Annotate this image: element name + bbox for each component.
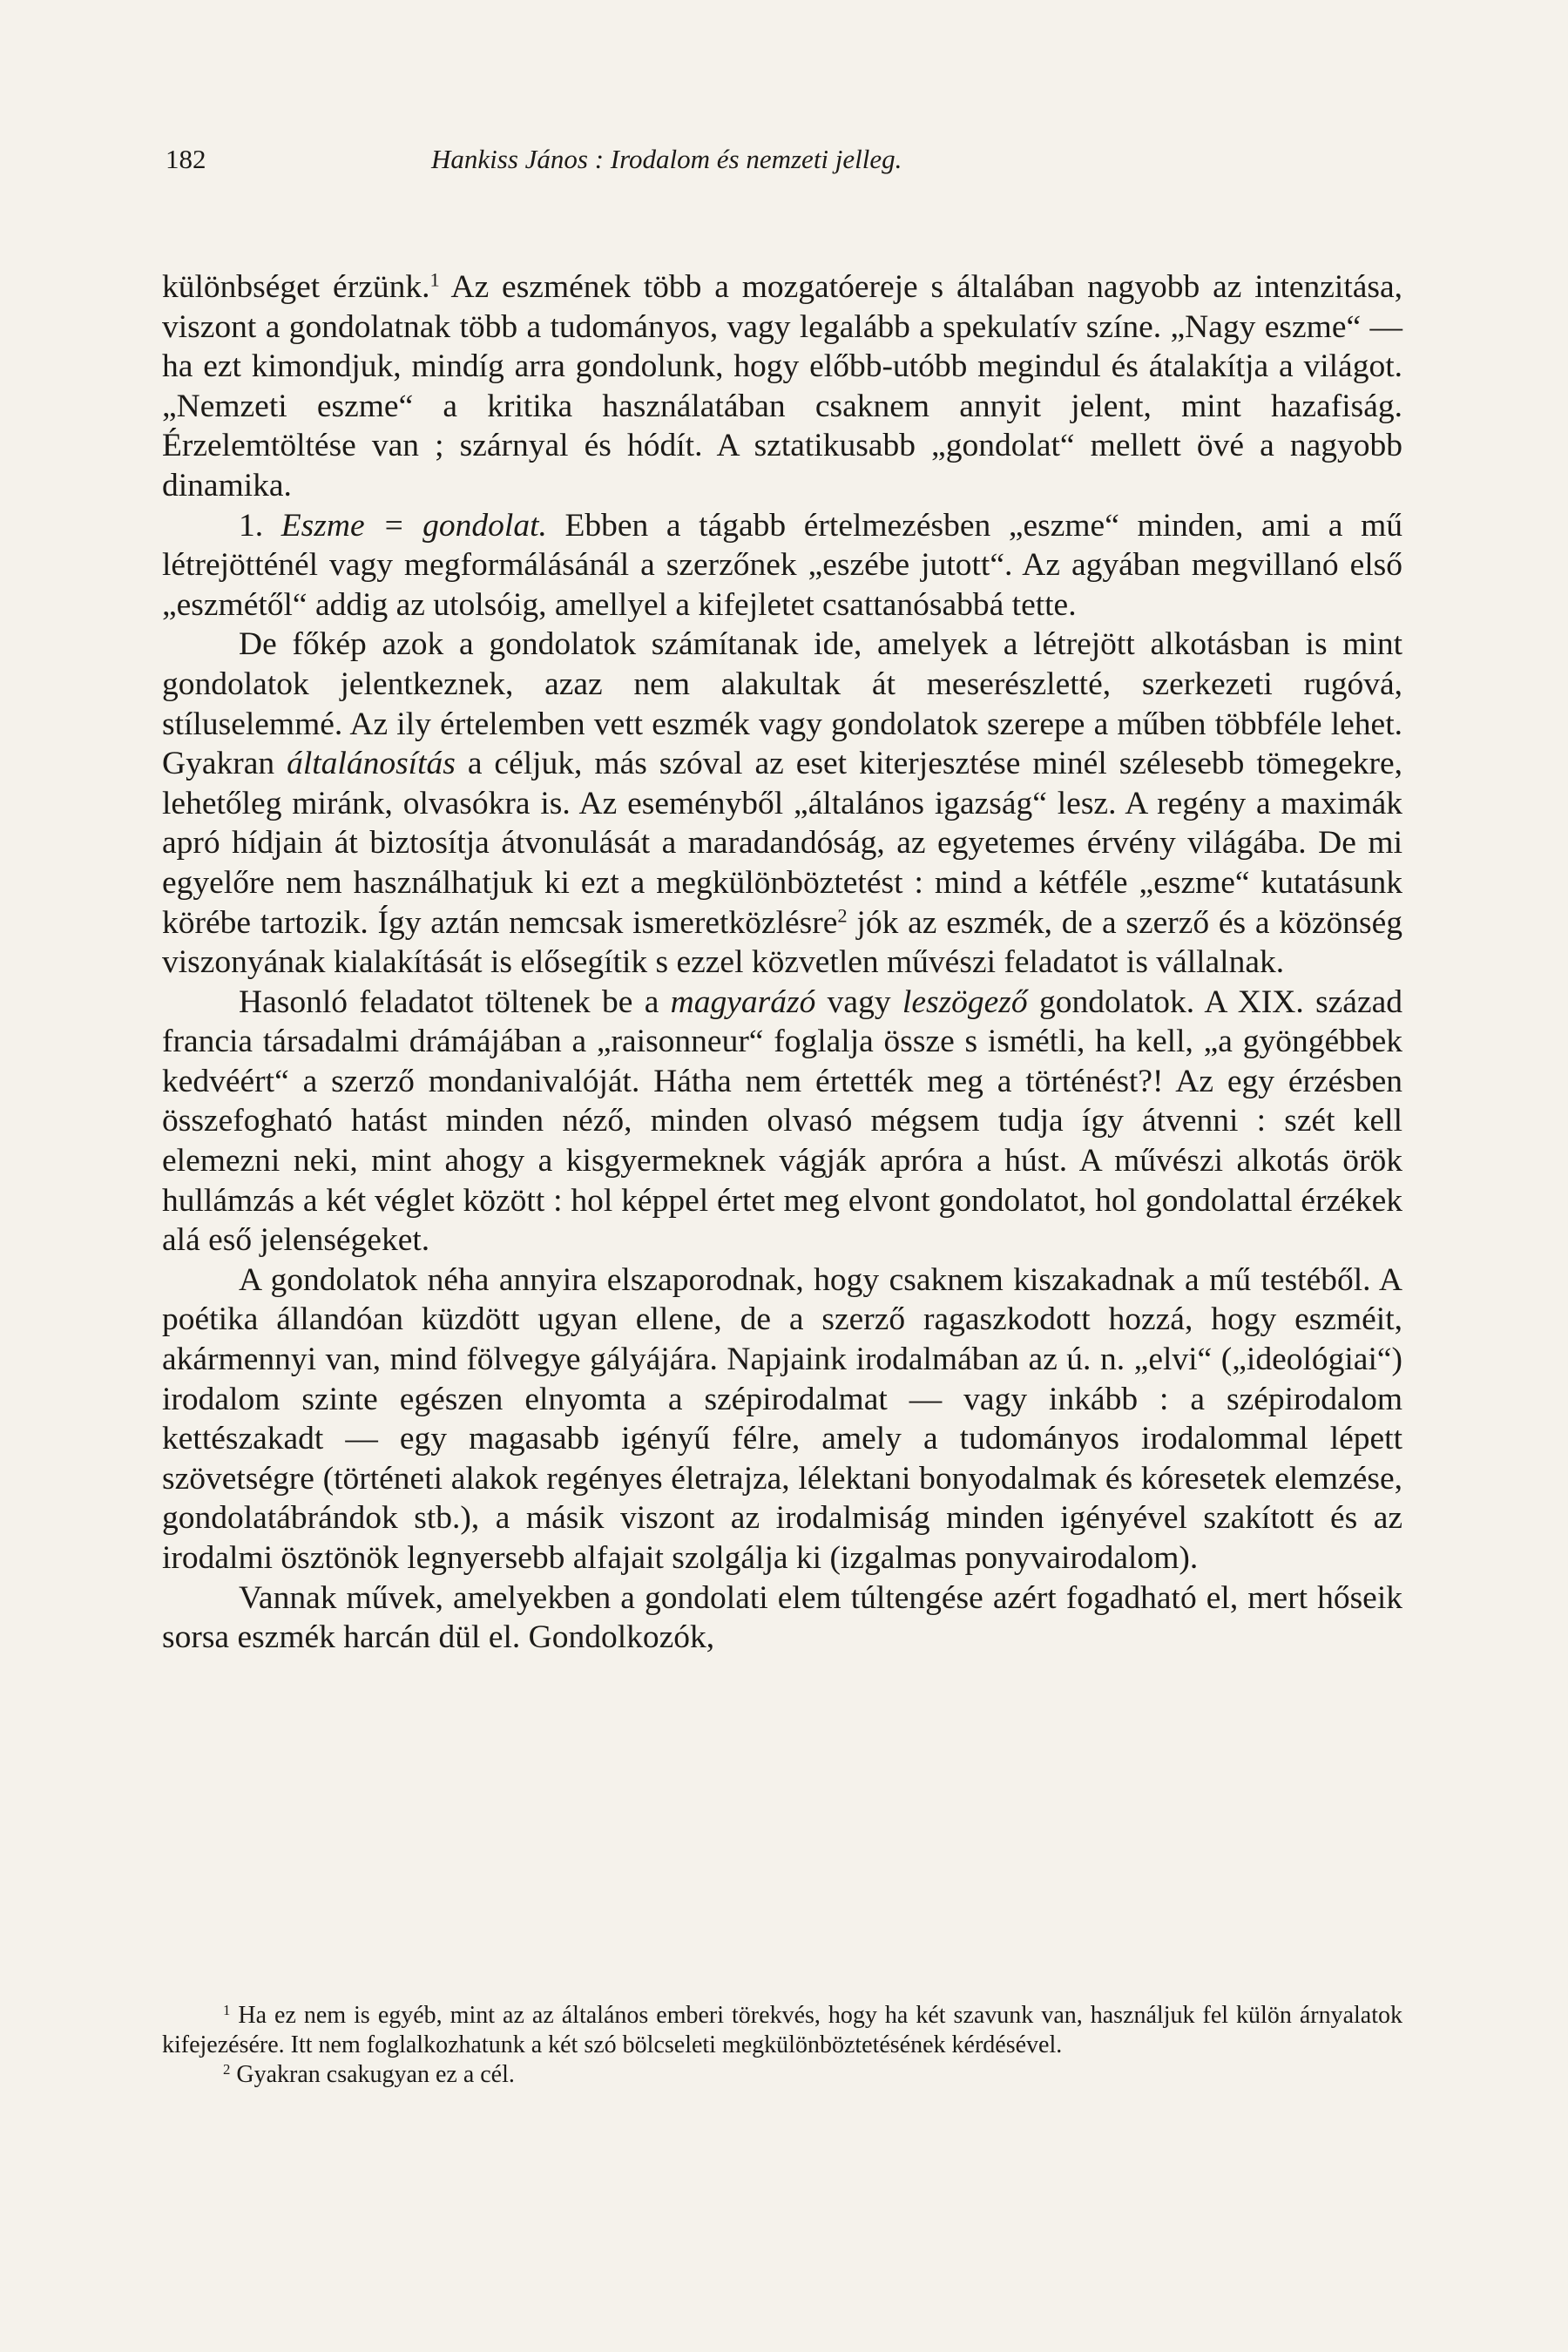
paragraph-5: A gondolatok néha annyira elszaporodnak, hogy csaknem kiszakadnak a mű testéből. A poétika állandóan küzdött ugyan ellene, de a szerző ragaszkodott hozzá, hogy eszméit, akármennyi van, mind fölvegye gályájára. Napjaink irodalmában az ú. n. „elvi“ („ideológiai“) irodalom szinte egészen elnyomta a szépirodalmat — vagy inkább : a szépirodalom kettészakadt — egy magasabb igényű félre, amely a tudományos irodalommal lépett szövetségre (történeti alakok regényes életrajza, lélektani bonyodalmak és kóresetek elemzése, gondolatábrándok stb.), a másik viszont az irodalmiság minden igényével szakított és az irodalmi ösztönök legnyersebb alfajait szolgálja ki (izgalmas ponyvairodalom).	[162, 1261, 1402, 1576]
paragraph-4-text-b: vagy	[815, 983, 902, 1020]
running-title: Hankiss János : Irodalom és nemzeti jelleg.	[431, 144, 902, 174]
section-heading-eszme-gondolat: Eszme = gondolat.	[280, 507, 547, 544]
page-number: 182	[166, 144, 206, 174]
footnote-1	[162, 2001, 1402, 2060]
paragraph-4-text-a: Hasonló feladatot töltenek be a	[239, 983, 671, 1020]
paragraph-3-text-c: jók az eszmék, de a szerző és a közönség viszonyának kialakítását is elősegítik s ezzel közvetlen művészi feladatot is vállalnak.	[162, 904, 1402, 981]
footnote-2-mark: 2	[223, 2060, 231, 2078]
paragraph-1	[162, 267, 1402, 506]
footnote-ref-1: 1	[429, 268, 440, 291]
emphasis-magyarazo: magyarázó	[670, 983, 816, 1020]
footnote-ref-2: 2	[837, 904, 848, 927]
paragraph-3-text-a: De főkép azok a gondolatok számítanak ide, amelyek a létrejött alkotásban is mint gondolatok jelentkeznek, azaz nem alakultak át meserészletté, szerkezeti rugóvá, stíluselemmé. Az ily értelemben vett eszmék vagy gondolatok szerepe a műben többféle lehet. Gyakran	[162, 626, 1402, 782]
body-text	[162, 267, 1402, 1658]
page-header	[166, 144, 1402, 182]
paragraph-6: Vannak művek, amelyekben a gondolati elem túltengése azért fogadható el, mert hőseik sorsa eszmék harcán dül el. Gondolkozók,	[162, 1579, 1402, 1656]
paragraph-3	[162, 625, 1402, 982]
emphasis-altalanositas: általánosítás	[287, 746, 456, 782]
footnote-1-mark: 1	[223, 2001, 231, 2018]
paragraph-3-text-b: a céljuk, más szóval az eset kiterjesztése minél szélesebb tömegekre, lehetőleg miránk, olvasókra is. Az eseményből „általános igazság“ lesz. A regény a maximák apró hídjain át biztosítja átvonulását a maradandóság, az egyetemes érvény világába. De mi egyelőre nem használhatjuk ki ezt a megkülönböztetést : mind a kétféle „eszme“ kutatásunk körébe tartozik. Így aztán nemcsak ismeretközlésre	[162, 746, 1402, 941]
paragraph-4-text-c: gondolatok. A XIX. század francia társadalmi drámájában a „raisonneur“ foglalja össze s ismétli, ha kell, „a gyöngébbek kedvéért“ a szerző mondanivalóját. Hátha nem értették meg a történést?! Az egy érzésben összefogható hatást minden néző, minden olvasó mégsem tudja így átvenni : szét kell elemezni neki, mint ahogy a kisgyermeknek vágják apróra a húst. A művészi alkotás örök hullámzás a két véglet között : hol képpel értet meg elvont gondolatot, hol gondolattal érzékek alá eső jelenségeket.	[162, 983, 1402, 1259]
footnote-2	[162, 2060, 1402, 2090]
paragraph-2-text: Ebben a tágabb értelmezésben „eszme“ minden, ami a mű létrejötténél vagy megformálásánál a szerzőnek „eszébe jutott“. Az agyában megvillanó első „eszmétől“ addig az utolsóig, amellyel a kifejletet csattanósabbá tette.	[162, 507, 1402, 623]
footnotes	[162, 2001, 1402, 2090]
footnote-1-text: Ha ez nem is egyéb, mint az az általános emberi törekvés, hogy ha két szavunk van, használjuk fel külön árnyalatok kifejezésére. Itt nem foglalkozhatunk a két szó bölcseleti megkülönböztetésének kérdésével.	[162, 2002, 1402, 2058]
emphasis-leszogezo: leszögező	[902, 983, 1028, 1020]
paragraph-4	[162, 983, 1402, 1260]
footnote-2-text: Gyakran csakugyan ez a cél.	[230, 2061, 515, 2088]
list-number: 1.	[239, 507, 281, 544]
paragraph-1-text-b: Az eszmének több a mozgatóereje s általában nagyobb az intenzitása, viszont a gondolatnak több a tudományos, vagy legalább a spekulatív színe. „Nagy eszme“ — ha ezt kimondjuk, mindíg arra gondolunk, hogy előbb-utóbb megindul és átalakítja a világot. „Nemzeti eszme“ a kritika használatában csaknem annyit jelent, mint hazafiság. Érzelemtöltése van ; szárnyal és hódít. A sztatikusabb „gondolat“ mellett övé a nagyobb dinamika.	[162, 269, 1402, 504]
paragraph-1-text-a: különbséget érzünk.	[162, 269, 430, 305]
paragraph-2	[162, 506, 1402, 625]
